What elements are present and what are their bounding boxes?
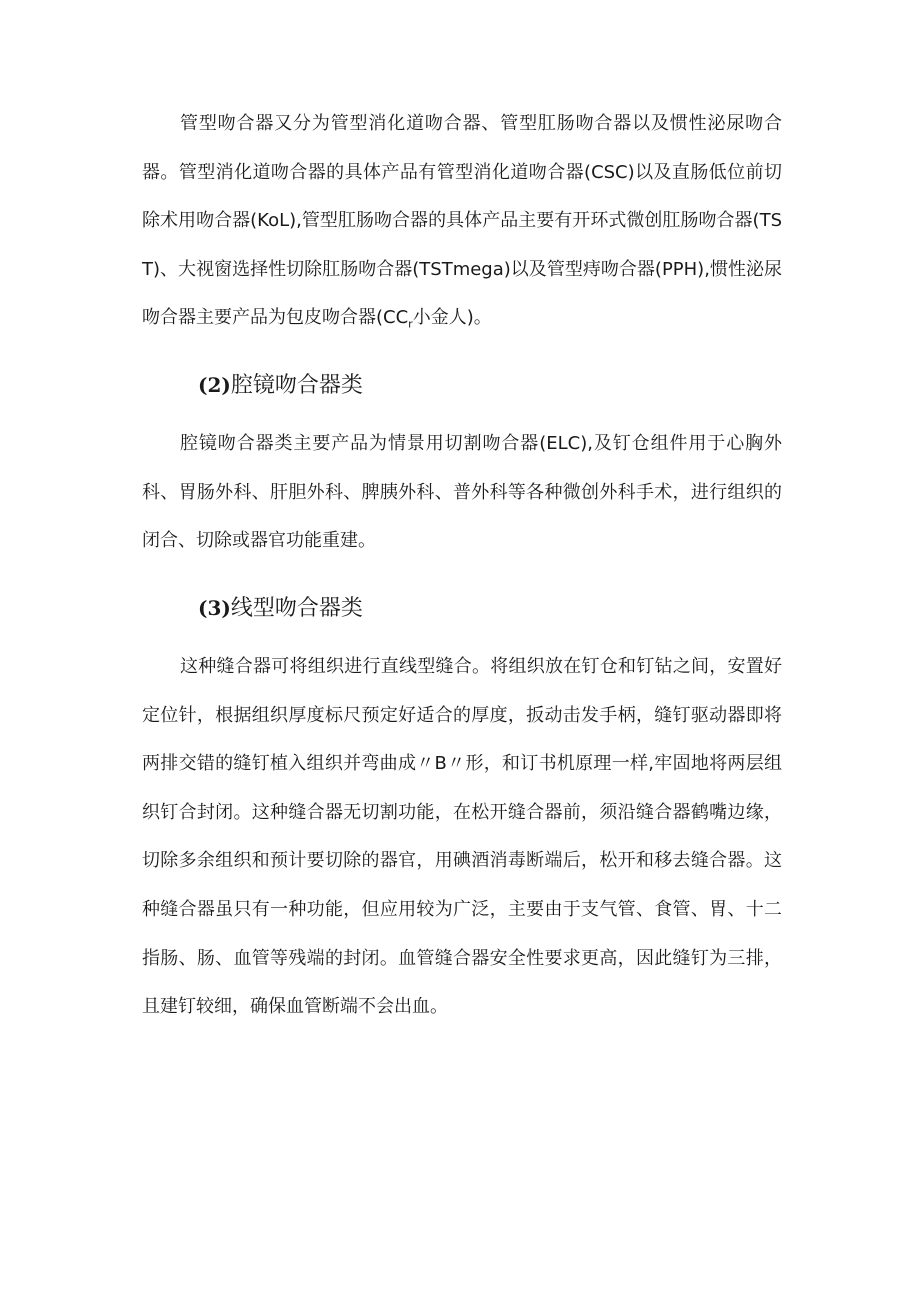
- paragraph-linear-staplers: 这种缝合器可将组织进行直线型缝合。将组织放在钉仓和钉钻之间，安置好定位针，根据组织厚度标尺预定好适合的厚度，扳动击发手柄，缝钉驱动器即将两排交错的缝钉植入组织并弯曲成〃B〃形，和订书机原理一样,牢固地将两层组织钉合封闭。这种缝合器无切割功能，在松开缝合器前，须沿缝合器鹤嘴边缘，切除多余组织和预计要切除的器官，用碘酒消毒断端后，松开和移去缝合器。这种缝合器虽只有一种功能，但应用较为广泛，主要由于支气管、食管、胃、十二指肠、肠、血管等残端的封闭。血管缝合器安全性要求更高，因此缝钉为三排，且建钉较细，确保血管断端不会出血。: [142, 656, 782, 1018]
- paragraph-tubular-staplers: [142, 100, 782, 343]
- paragraph-1-text: 管型吻合器又分为管型消化道吻合器、管型肛肠吻合器以及惯性泌尿吻合器。管型消化道吻合器的具体产品有管型消化道吻合器(CSC)以及直肠低位前切除术用吻合器(KoL),管型肛肠吻合器的具体产品主要有开环式微创肛肠吻合器(TST)、大视窗选择性切除肛肠吻合器(TSTmega)以及管型痔吻合器(PPH),惯性泌尿吻合器主要产品为包皮吻合器(CC: [142, 113, 782, 329]
- heading-2-text: 腔镜吻合器类: [230, 373, 363, 398]
- paragraph-1-end: 小金人)。: [412, 307, 492, 329]
- heading-3-text: 线型吻合器类: [230, 596, 363, 621]
- heading-2-number: (2): [198, 373, 231, 397]
- heading-linear-staplers: [142, 593, 782, 624]
- paragraph-1-subscript: r: [408, 317, 413, 331]
- paragraph-laparoscopic-staplers: 腔镜吻合器类主要产品为情景用切割吻合器(ELC),及钉仓组件用于心胸外科、胃肠外科、肝胆外科、脾胰外科、普外科等各种微创外科手术，进行组织的闭合、切除或器官功能重建。: [142, 433, 782, 552]
- heading-laparoscopic-staplers: [142, 370, 782, 401]
- heading-3-number: (3): [198, 596, 231, 620]
